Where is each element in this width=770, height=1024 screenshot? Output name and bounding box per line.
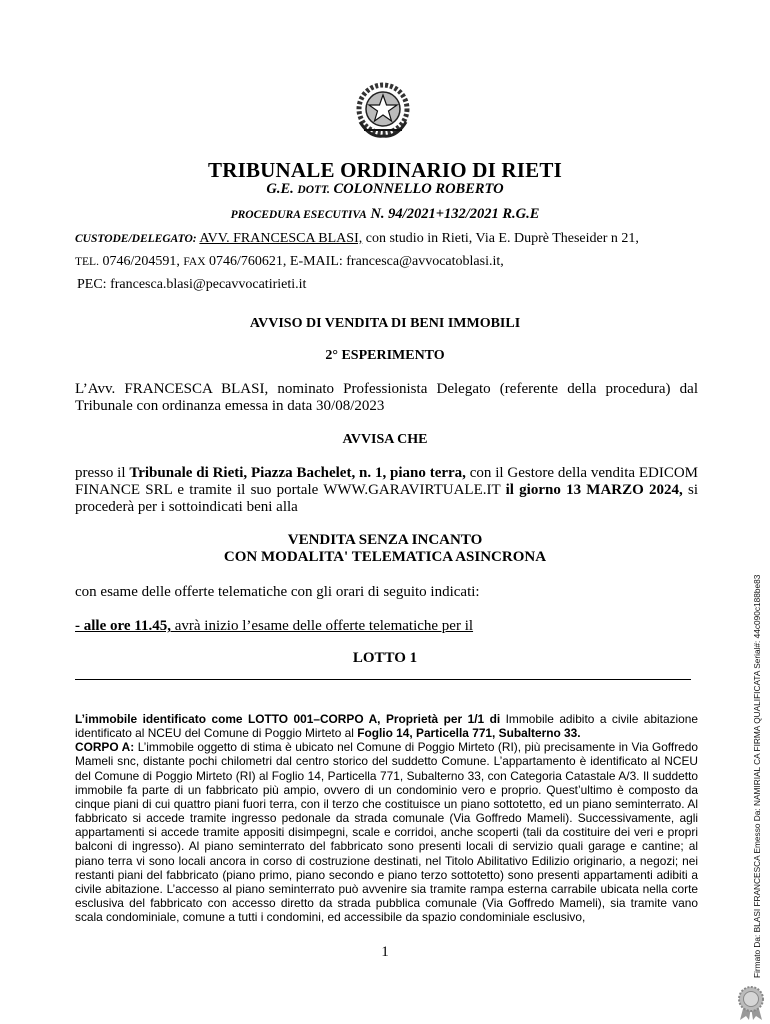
intro-paragraph: L’Avv. FRANCESCA BLASI, nominato Professionista Delegato (referente della procedura) dal Tribunale con ordinanza emessa in data 30/08/2023 (75, 381, 698, 414)
avvisa-heading: AVVISA CHE (342, 432, 428, 447)
sale-type-2: CON MODALITA' TELEMATICA ASINCRONA (223, 549, 547, 565)
lot-paragraph-1: L’immobile identificato come LOTTO 001–CORPO A, Proprietà per 1/1 di Immobile adibito a civile abitazione identificato al NCEU del Comune di Poggio Mirteto al Foglio 14, Particella 771, Subalterno 33. (75, 712, 699, 741)
digital-signature-stamp: Firmato Da: BLASI FRANCESCA Emesso Da: NAMIRIAL CA FIRMA QUALIFICATA Serial#: 44c090c188be83 (752, 574, 762, 978)
lot-heading: LOTTO 1 (352, 650, 418, 666)
judge-line: G.E. DOTT. COLONNELLO ROBERTO (266, 181, 504, 197)
procedure-line: PROCEDURA ESECUTIVA N. 94/2021+132/2021 R.G.E (230, 206, 540, 222)
custodian-name: AVV. FRANCESCA BLASI, (199, 231, 363, 246)
sale-type-1: VENDITA SENZA INCANTO (287, 532, 483, 548)
attempt-label: 2° ESPERIMENTO (325, 348, 445, 363)
page-number: 1 (381, 944, 389, 960)
court-title: TRIBUNALE ORDINARIO DI RIETI (208, 158, 562, 182)
exam-line: con esame delle offerte telematiche con gli orari di seguito indicati: (75, 584, 480, 600)
italian-republic-emblem-icon (350, 80, 416, 142)
divider (75, 679, 691, 680)
custodian-line: CUSTODE/DELEGATO: AVV. FRANCESCA BLASI, con studio in Rieti, Via E. Duprè Theseider n 21, (75, 231, 639, 246)
pec-line: PEC: francesca.blasi@pecavvocatirieti.it (77, 277, 307, 292)
contacts-line: TEL. 0746/204591, FAX 0746/760621, E-MAIL: francesca@avvocatoblasi.it, (75, 254, 504, 269)
certification-seal-icon (735, 985, 767, 1021)
presso-paragraph: presso il Tribunale di Rieti, Piazza Bachelet, n. 1, piano terra, con il Gestore della vendita EDICOM FINANCE SRL e tramite il suo portale WWW.GARAVIRTUALE.IT il giorno 13 MARZO 2024, si procederà per i sottoindicati beni alla (75, 465, 699, 515)
notice-title: AVVISO DI VENDITA DI BENI IMMOBILI (249, 316, 521, 331)
time-line: - alle ore 11.45, avrà inizio l’esame delle offerte telematiche per il (75, 618, 474, 634)
lot-paragraph-2: CORPO A: L’immobile oggetto di stima è ubicato nel Comune di Poggio Mirteto (RI), più precisamente in Via Goffredo Mameli snc, distante pochi chilometri dal centro storico del suddetto Comune. L’appartamento è identificato al NCEU del Comune di Poggio Mirteto (RI) al Foglio 14, Particella 771, Subalterno 33, con Categoria Catastale A/3. Il suddetto immobile fa parte di un fabbricato più ampio, ovvero di un condominio vero e proprio. Quest’ultimo è composto da cinque piani di cui quattro piani fuori terra, con il terzo che costituisce un piano sottotetto, ed un piano seminterrato. Al fabbricato si accede tramite ingresso pedonale da strada comunale (Via Goffredo Mameli). Successivamente, agli appartamenti si accede tramite appositi disimpegni, scale e corridoi, anche scoperti (tali da costituire dei veri e propri balconi di ingresso). Al piano seminterrato del fabbricato sono presenti locali di servizio quali garage e cantine; al piano terra vi sono locali ancora in corso di costruzione destinati, nel Titolo Abilitativo Edilizio originario, a negozi; nei restanti piani del fabbricato (piano primo, piano secondo e piano terzo sottotetto) sono presenti appartamenti adibiti a civile abitazione. L’accesso al piano seminterrato può avvenire sia tramite rampa esterna carrabile ubicata nella corte esclusiva del fabbricato con accesso diretto da strada pubblica comunale (Via Goffredo Mameli), sia tramite vano scala condominiale, comune a tutti i condomini, ed accessibile da spazio condominiale esclusivo, (75, 740, 698, 925)
lot-description (75, 712, 698, 924)
